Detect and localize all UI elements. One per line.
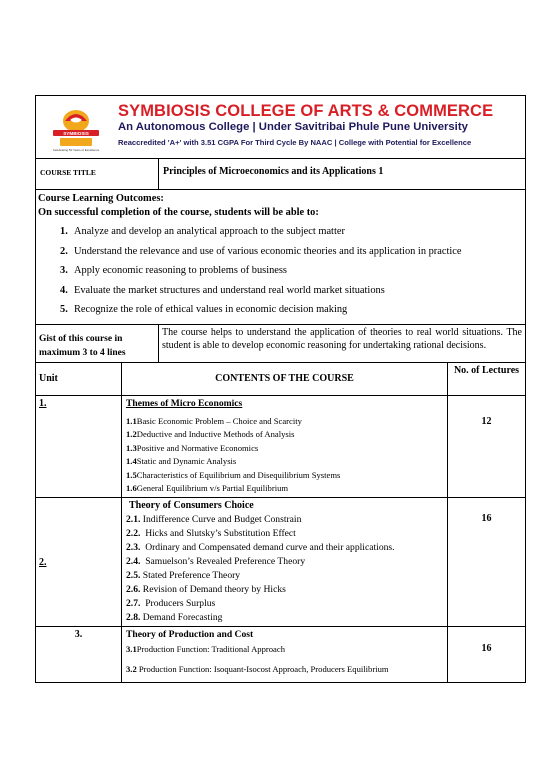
unit-row xyxy=(36,498,526,627)
topic-text: Production Function: Isoquant-Isocost Approach, Producers Equilibrium xyxy=(136,664,389,675)
topic-text: Indifference Curve and Budget Constrain xyxy=(140,514,302,526)
topic-number: 3.1 xyxy=(126,644,137,655)
topic-item xyxy=(126,583,444,597)
outcome-text: Analyze and develop an analytical approach to the subject matter xyxy=(74,226,345,237)
outcome-number: 3. xyxy=(60,265,68,276)
learning-outcomes xyxy=(36,190,526,325)
unit-row xyxy=(36,627,526,683)
unit-contents xyxy=(122,395,448,498)
course-title-label: COURSE TITLE xyxy=(36,159,159,190)
topic-item xyxy=(126,442,444,456)
unit-title: Theory of Production and Cost xyxy=(126,629,254,641)
topic-text: Stated Preference Theory xyxy=(140,570,241,582)
topic-number: 2.2. xyxy=(126,528,141,540)
topic-text: Hicks and Slutsky’s Substitution Effect xyxy=(140,528,296,540)
topic-item xyxy=(126,597,444,611)
outcome-text: Apply economic reasoning to problems of business xyxy=(74,265,287,276)
topic-number: 1.1 xyxy=(126,415,137,426)
topic-item xyxy=(126,415,444,429)
topic-text: Positive and Normative Economics xyxy=(136,442,259,453)
topic-item xyxy=(126,513,444,527)
unit-number: 1. xyxy=(36,395,122,498)
topic-text: Producers Surplus xyxy=(140,598,216,610)
college-name: SYMBIOSIS COLLEGE OF ARTS & COMMERCE xyxy=(118,102,494,120)
topic-item xyxy=(126,482,444,496)
topic-number: 2.8. xyxy=(126,612,141,624)
unit-title: Themes of Micro Economics xyxy=(126,397,243,409)
topic-item xyxy=(126,642,444,656)
topic-number: 1.3 xyxy=(126,442,137,453)
contents-column-header: CONTENTS OF THE COURSE xyxy=(122,362,448,395)
topic-text: General Equilibrium v/s Partial Equilibrium xyxy=(136,483,289,494)
logo-tagline: Celebrating 50 Years of Excellence xyxy=(52,148,100,152)
unit-lectures xyxy=(448,498,526,627)
topic-number: 1.6 xyxy=(126,483,137,494)
outcome-item xyxy=(60,222,523,242)
topic-number: 2.6. xyxy=(126,584,141,596)
outcome-item xyxy=(60,261,523,281)
topic-item xyxy=(126,455,444,469)
unit-number: 2. xyxy=(36,498,122,627)
outcome-item xyxy=(60,242,523,262)
outcome-number: 2. xyxy=(60,245,68,257)
outcome-text: Evaluate the market structures and understand real world market situations xyxy=(74,284,385,296)
topic-item xyxy=(126,469,444,483)
topic-item xyxy=(126,527,444,541)
topic-item xyxy=(126,569,444,583)
unit-lectures xyxy=(448,395,526,498)
topic-text: Ordinary and Compensated demand curve and their applications. xyxy=(140,542,395,554)
outcomes-heading: Course Learning Outcomes: xyxy=(38,193,164,204)
outcome-item xyxy=(60,281,523,301)
topic-text: Production Function: Traditional Approach xyxy=(136,644,285,655)
unit-contents xyxy=(122,498,448,627)
outcome-text: Recognize the role of ethical values in economic decision making xyxy=(74,304,348,315)
lectures-column-header: No. of Lectures xyxy=(448,362,526,395)
college-logo-icon xyxy=(46,103,106,153)
lecture-count: 16 xyxy=(481,513,492,525)
unit-number: 3. xyxy=(36,627,122,683)
topic-text: Deductive and Inductive Methods of Analysis xyxy=(136,429,295,440)
syllabus-page xyxy=(35,95,525,683)
topic-text: Demand Forecasting xyxy=(140,612,223,624)
unit-row xyxy=(36,395,526,498)
unit-column-header: Unit xyxy=(36,362,122,395)
topic-item xyxy=(126,428,444,442)
topic-number: 1.5 xyxy=(126,469,137,480)
topic-item xyxy=(126,555,444,569)
outcomes-subheading: On successful completion of the course, students will be able to: xyxy=(38,207,319,218)
syllabus-table xyxy=(35,95,526,683)
topic-number: 3.2 xyxy=(126,664,137,675)
college-affiliation: An Autonomous College | Under Savitribai Phule Pune University xyxy=(118,121,468,133)
topic-number: 2.3. xyxy=(126,542,141,554)
topic-text: Static and Dynamic Analysis xyxy=(136,456,237,467)
outcome-number: 4. xyxy=(60,284,68,296)
topic-text: Characteristics of Equilibrium and Disequilibrium Systems xyxy=(136,469,341,480)
unit-topic-list xyxy=(126,642,444,676)
topic-number: 2.4. xyxy=(126,556,141,568)
topic-text: Samuelson’s Revealed Preference Theory xyxy=(140,556,306,568)
topic-text: Basic Economic Problem – Choice and Scarcity xyxy=(136,415,302,426)
unit-contents xyxy=(122,627,448,683)
college-accreditation: Reaccredited 'A+' with 3.51 CGPA For Third Cycle By NAAC | College with Potential for Excellence xyxy=(118,138,472,147)
gist-label: Gist of this course in maximum 3 to 4 lines xyxy=(36,324,159,362)
college-header xyxy=(36,96,526,159)
outcome-item xyxy=(60,300,523,320)
outcome-number: 5. xyxy=(60,304,68,315)
topic-number: 1.4 xyxy=(126,456,137,467)
unit-topic-list xyxy=(126,415,444,497)
topic-number: 2.1. xyxy=(126,514,141,526)
outcome-text: Understand the relevance and use of various economic theories and its application in practice xyxy=(74,245,462,257)
topic-item xyxy=(126,541,444,555)
course-title-value: Principles of Microeconomics and its Applications 1 xyxy=(159,159,526,190)
unit-lectures xyxy=(448,627,526,683)
lecture-count: 12 xyxy=(481,415,492,427)
outcomes-list xyxy=(38,222,523,320)
topic-item xyxy=(126,662,444,676)
topic-number: 1.2 xyxy=(126,429,137,440)
topic-text: Revision of Demand theory by Hicks xyxy=(140,584,286,596)
gist-text: The course helps to understand the application of theories to real world situations. The student is able to develop economic reasoning for undertaking rational decisions. xyxy=(159,324,526,362)
lecture-count: 16 xyxy=(481,643,492,655)
unit-topic-list xyxy=(126,513,444,625)
topic-number: 2.5. xyxy=(126,570,141,582)
unit-title: Theory of Consumers Choice xyxy=(129,500,254,512)
logo-wordmark: SYMBIOSIS xyxy=(63,131,89,136)
outcome-number: 1. xyxy=(60,226,68,237)
topic-number: 2.7. xyxy=(126,598,141,610)
topic-item xyxy=(126,611,444,625)
